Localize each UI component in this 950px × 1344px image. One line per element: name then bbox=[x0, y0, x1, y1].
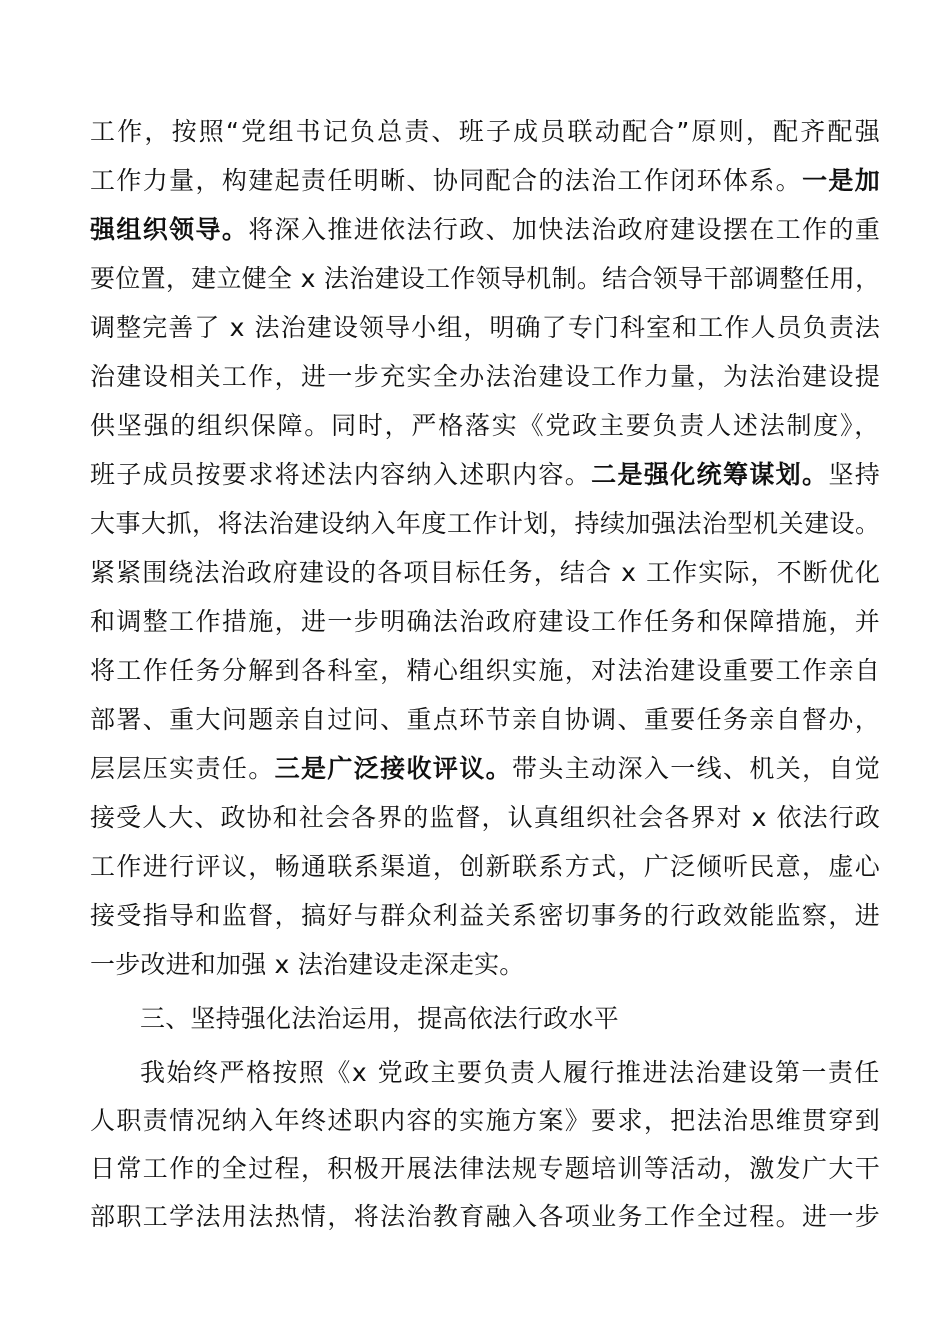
text-line bbox=[90, 509, 881, 539]
text-run: 一步改进和加强 x 法治建设走深走实。 bbox=[90, 950, 525, 979]
text-line bbox=[90, 411, 881, 441]
text-run: 大事大抓，将法治建设纳入年度工作计划，持续加强法治型机关建设。 bbox=[90, 509, 881, 538]
text-run: 工作力量，构建起责任明晰、协同配合的法治工作闭环体系。 bbox=[90, 166, 803, 195]
text-run: 班子成员按要求将述法内容纳入述职内容。 bbox=[90, 460, 592, 489]
text-line bbox=[90, 215, 881, 245]
text-line bbox=[90, 1106, 881, 1136]
text-line bbox=[90, 901, 881, 931]
text-run: 坚持 bbox=[828, 460, 882, 489]
text-run: 部署、重大问题亲自过问、重点环节亲自协调、重要任务亲自督办， bbox=[90, 705, 882, 734]
text-line bbox=[90, 264, 880, 294]
text-line bbox=[90, 460, 881, 490]
bold-phrase: 三是广泛接收评议。 bbox=[274, 754, 512, 783]
bold-phrase: 二是强化统筹谋划。 bbox=[591, 460, 829, 489]
text-line bbox=[90, 166, 881, 196]
text-run: 调整完善了 x 法治建设领导小组，明确了专门科室和工作人员负责法 bbox=[90, 313, 881, 342]
text-line bbox=[90, 362, 881, 392]
text-run: 和调整工作措施，进一步明确法治政府建设工作任务和保障措施，并 bbox=[90, 607, 882, 636]
text-run: 人职责情况纳入年终述职内容的实施方案》要求，把法治思维贯穿到 bbox=[90, 1106, 882, 1135]
text-line bbox=[90, 117, 882, 147]
text-run: 供坚强的组织保障。同时，严格落实《党政主要负责人述法制度》， bbox=[90, 411, 882, 440]
text-line bbox=[90, 558, 881, 588]
text-run: 我始终严格按照《x 党政主要负责人履行推进法治建设第一责任 bbox=[140, 1058, 881, 1087]
text-line bbox=[90, 1202, 881, 1232]
text-run: 紧紧围绕法治政府建设的各项目标任务，结合 x 工作实际，不断优化 bbox=[90, 558, 881, 587]
text-run: 要位置，建立健全 x 法治建设工作领导机制。结合领导干部调整任用， bbox=[90, 264, 881, 293]
text-line bbox=[90, 656, 881, 686]
text-run: 将深入推进依法行政、加快法治政府建设摆在工作的重 bbox=[248, 215, 882, 244]
text-line bbox=[90, 313, 881, 343]
text-line bbox=[90, 803, 881, 833]
text-run: 接受人大、政协和社会各界的监督，认真组织社会各界对 x 依法行政 bbox=[90, 803, 881, 832]
bold-phrase: 强组织领导。 bbox=[90, 215, 249, 244]
text-line bbox=[140, 1004, 619, 1034]
text-run: 工作，按照“党组书记负总责、班子成员联动配合”原则，配齐配强 bbox=[90, 117, 882, 146]
text-run: 部职工学法用法热情，将法治教育融入各项业务工作全过程。进一步 bbox=[90, 1202, 882, 1231]
text-line bbox=[90, 1154, 881, 1184]
bold-phrase: 一是加 bbox=[802, 166, 882, 195]
text-run: 带头主动深入一线、机关，自觉 bbox=[511, 754, 882, 783]
text-run: 工作进行评议，畅通联系渠道，创新联系方式，广泛倾听民意，虚心 bbox=[90, 852, 882, 881]
text-run: 治建设相关工作，进一步充实全办法治建设工作力量，为法治建设提 bbox=[90, 362, 882, 391]
text-line bbox=[90, 607, 881, 637]
text-run: 日常工作的全过程，积极开展法律法规专题培训等活动，激发广大干 bbox=[90, 1154, 882, 1183]
section-heading: 三、坚持强化法治运用，提高依法行政水平 bbox=[140, 1004, 619, 1033]
text-run: 层层压实责任。 bbox=[90, 754, 275, 783]
text-line bbox=[90, 754, 881, 784]
text-run: 将工作任务分解到各科室，精心组织实施，对法治建设重要工作亲自 bbox=[90, 656, 882, 685]
text-run: 接受指导和监督，搞好与群众利益关系密切事务的行政效能监察，进 bbox=[90, 901, 882, 930]
text-line bbox=[90, 950, 525, 980]
text-line bbox=[90, 852, 881, 882]
text-line bbox=[90, 705, 881, 735]
text-line bbox=[140, 1058, 881, 1088]
